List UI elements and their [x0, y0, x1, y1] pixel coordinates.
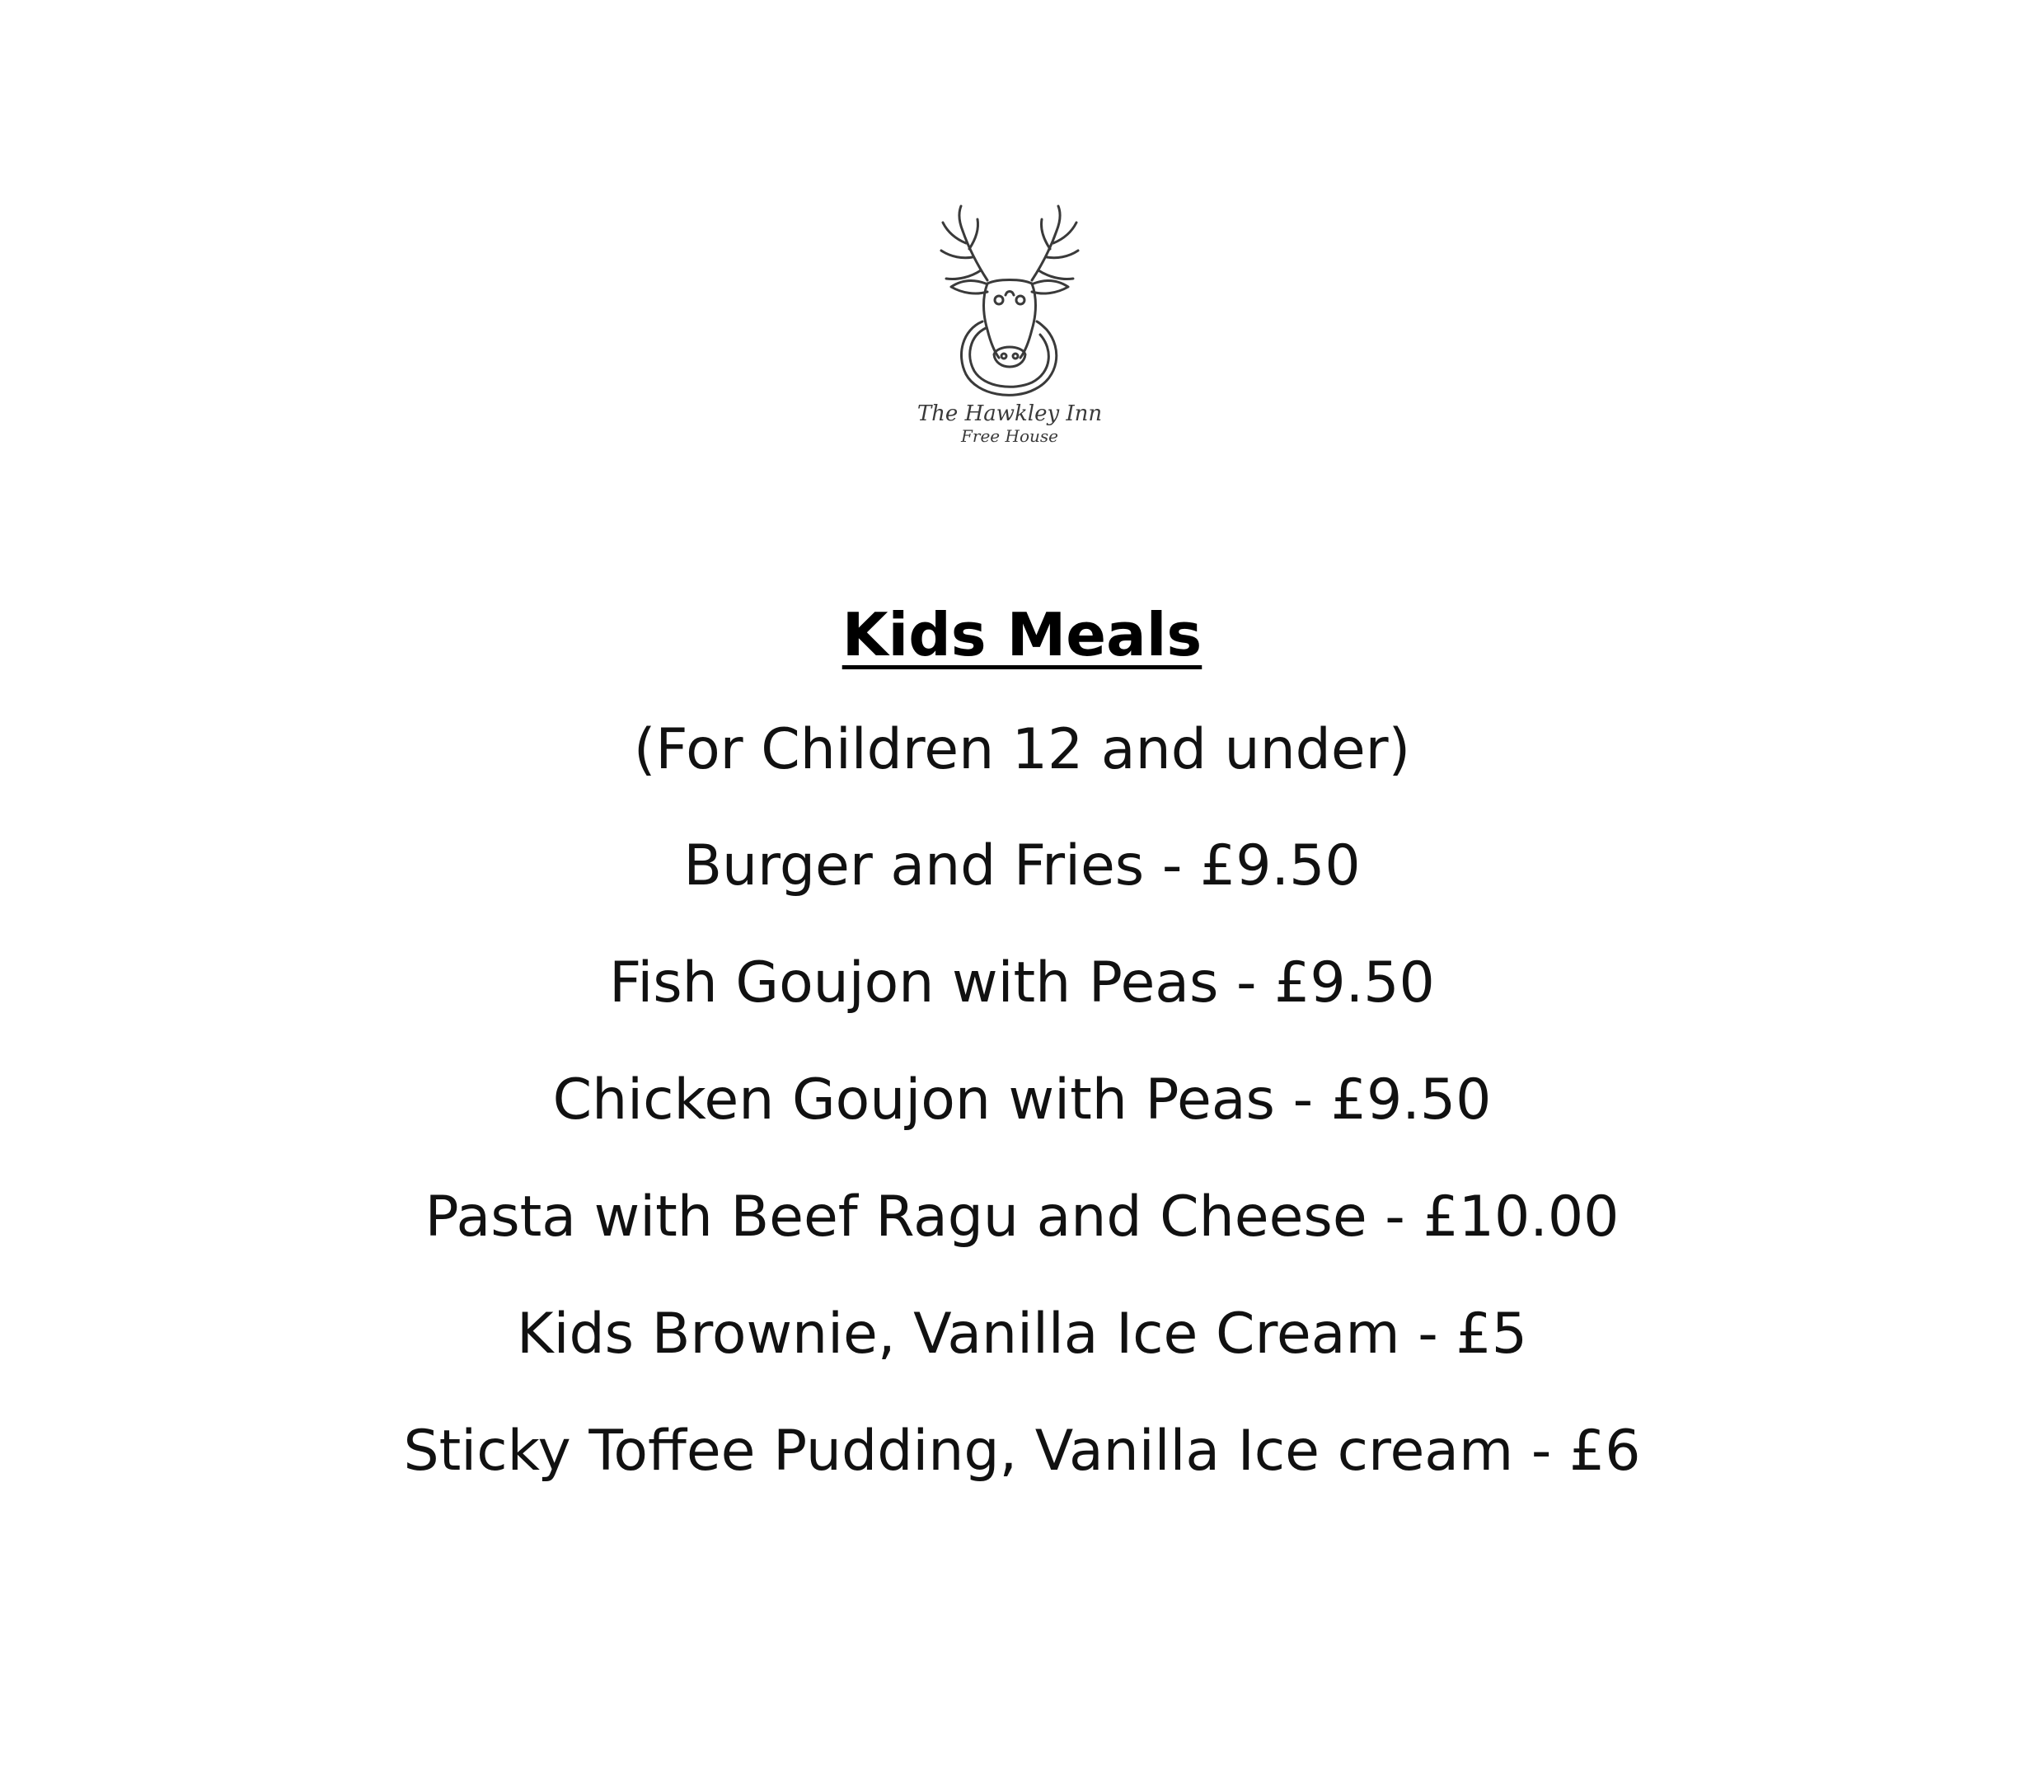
- menu-item: Chicken Goujon with Peas - £9.50: [552, 1067, 1492, 1133]
- menu-title: Kids Meals: [842, 600, 1202, 669]
- menu-item: Burger and Fries - £9.50: [683, 833, 1361, 898]
- menu-item: Sticky Toffee Pudding, Vanilla Ice cream - £6: [403, 1419, 1641, 1484]
- menu-subtitle: (For Children 12 and under): [633, 717, 1411, 782]
- menu-list: [0, 808, 2044, 1510]
- menu-item: Kids Brownie, Vanilla Ice Cream - £5: [517, 1302, 1527, 1367]
- stag-head-icon: [890, 198, 1129, 445]
- logo: [890, 198, 1129, 445]
- kids-menu: [0, 577, 2044, 1510]
- logo-text-line2: Free House: [961, 426, 1058, 445]
- logo-text-line1: The Hawkley Inn: [917, 401, 1103, 426]
- menu-item: Pasta with Beef Ragu and Cheese - £10.00: [424, 1185, 1620, 1250]
- menu-item: Fish Goujon with Peas - £9.50: [609, 950, 1435, 1016]
